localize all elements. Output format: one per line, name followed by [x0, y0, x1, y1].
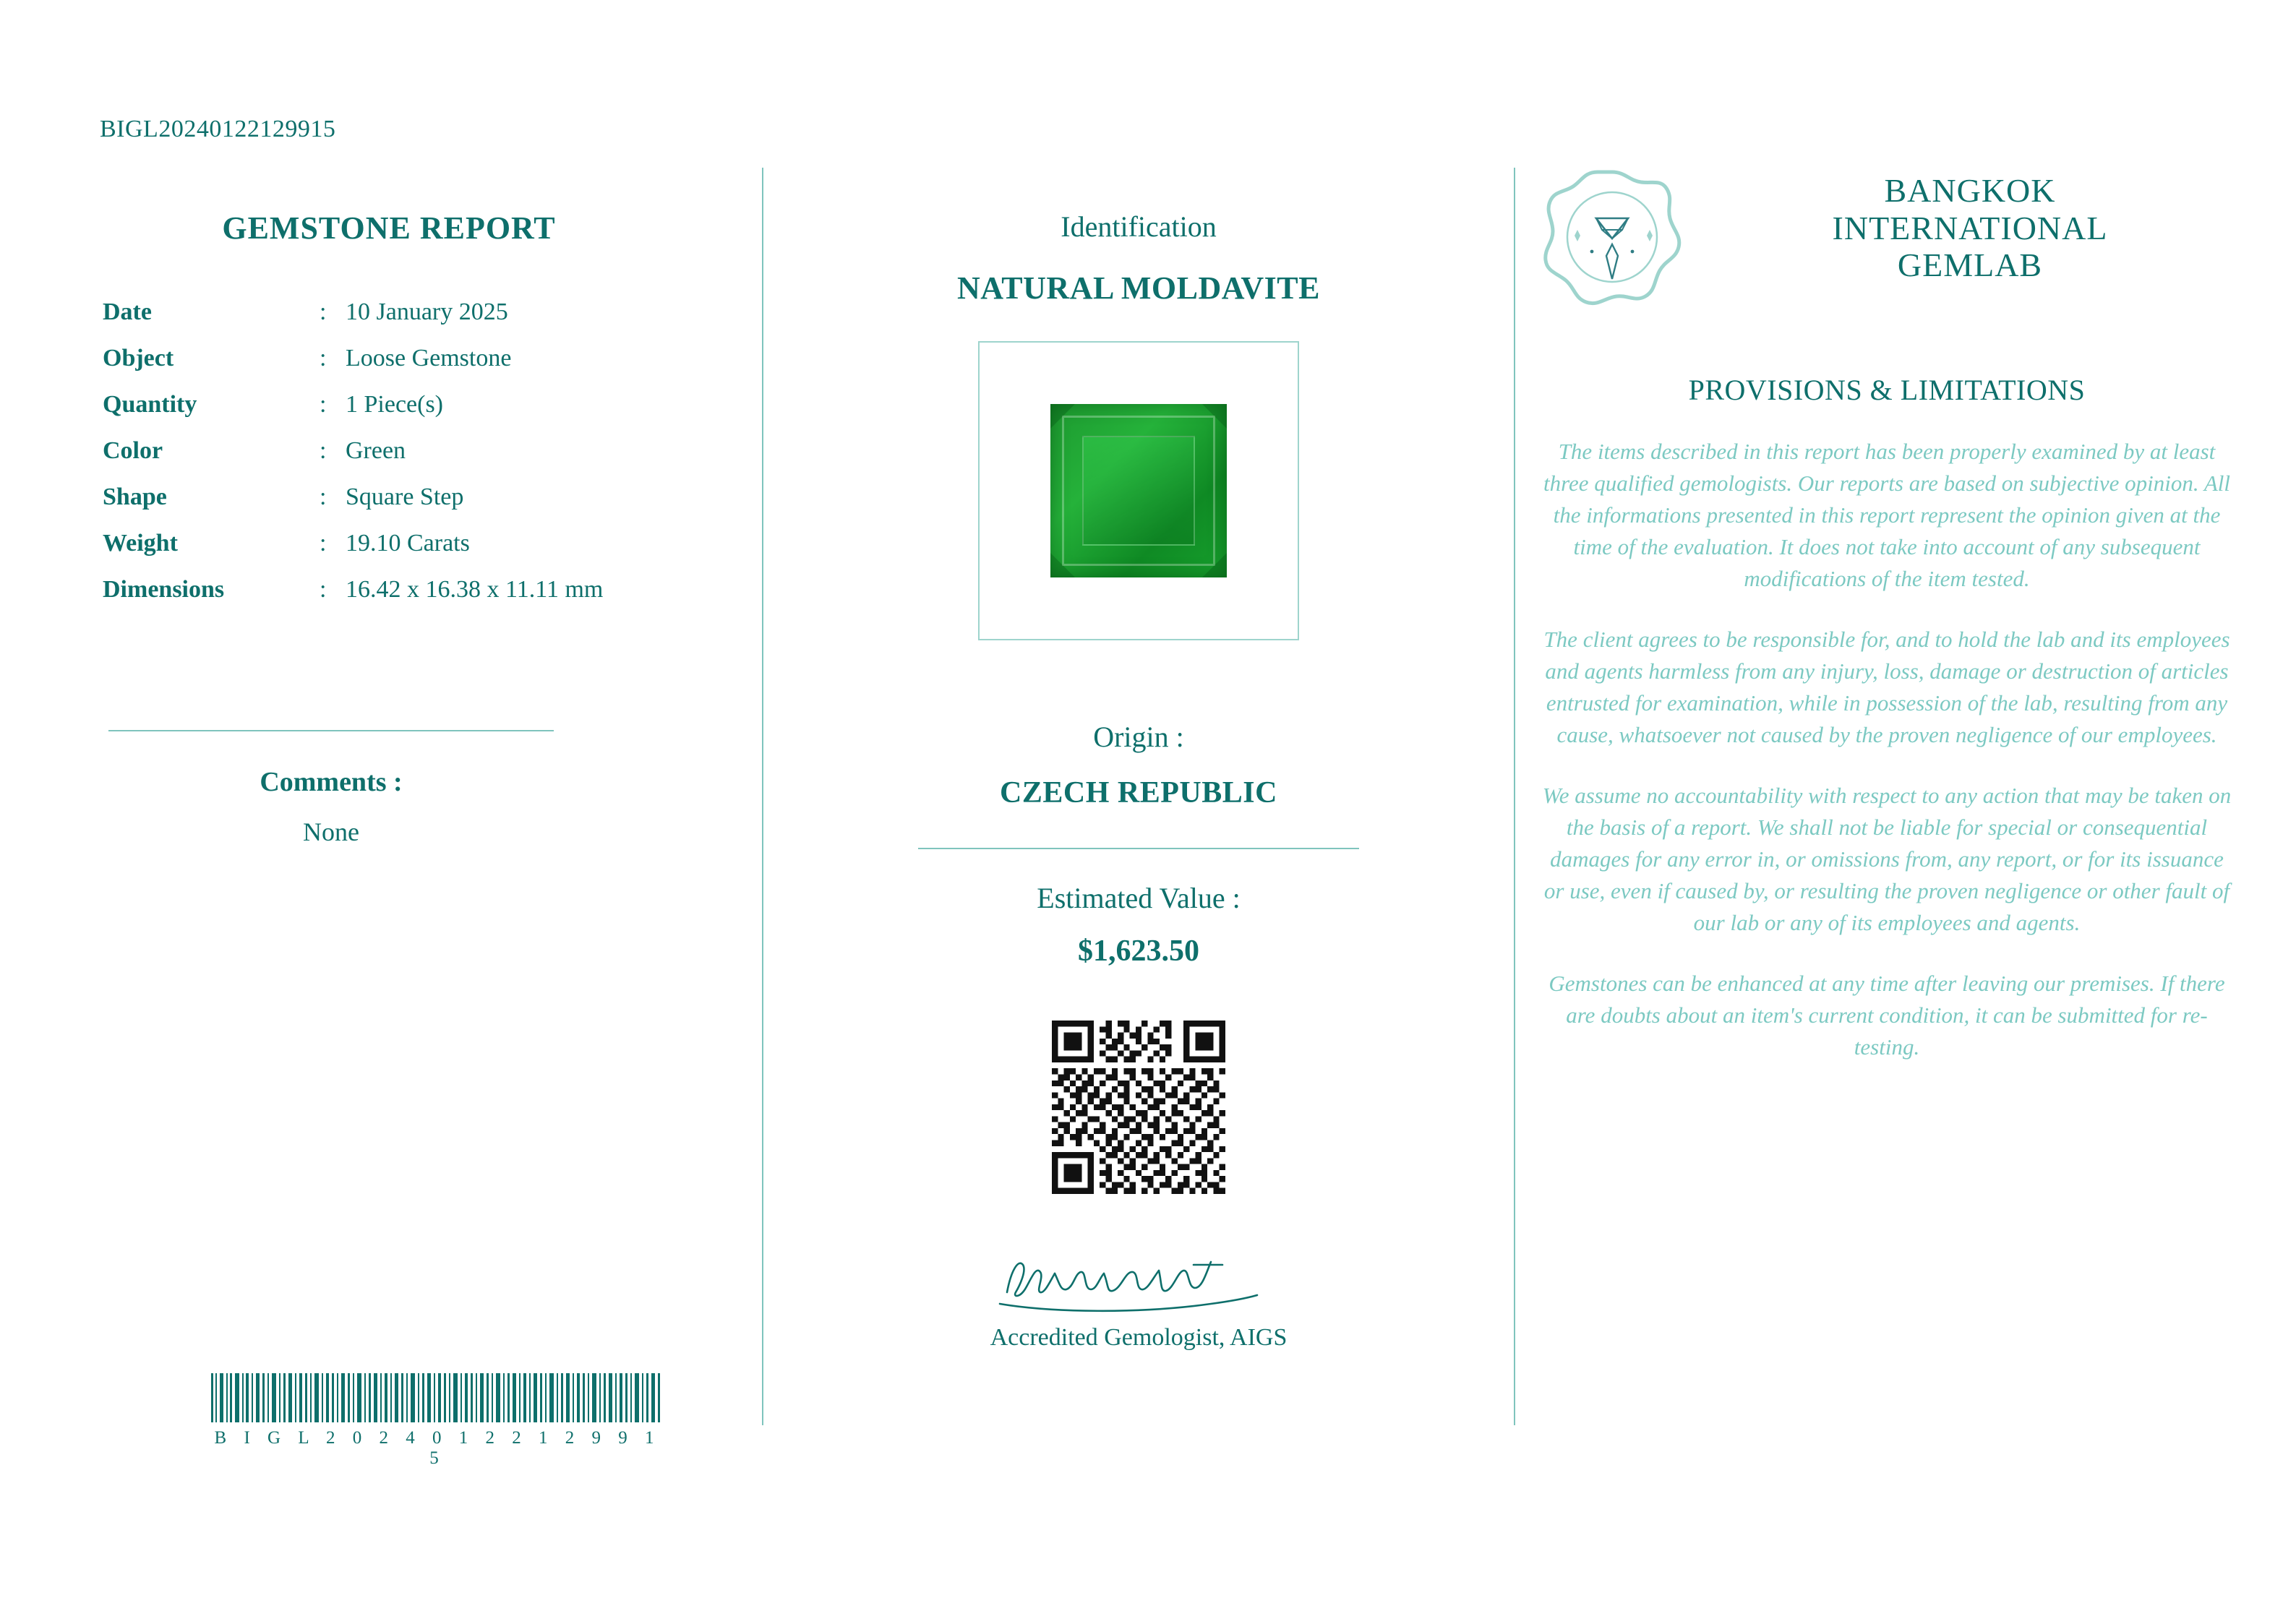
- table-row: [103, 530, 603, 576]
- center-column: [781, 210, 1496, 1352]
- provisions-title: PROVISIONS & LIMITATIONS: [1688, 374, 2086, 406]
- spec-value-quantity: 1 Piece(s): [346, 391, 444, 418]
- spec-colon: :: [320, 530, 327, 557]
- page-title: GEMSTONE REPORT: [222, 210, 556, 246]
- estimated-value-amount: $1,623.50: [1078, 935, 1199, 968]
- identification-value: NATURAL MOLDAVITE: [957, 270, 1320, 306]
- table-row: [103, 391, 603, 437]
- gemstone-image: [1050, 404, 1227, 577]
- provisions-paragraph: The client agrees to be responsible for, and to hold the lab and its employees and agents harmless from any injury, loss, damage or destruction of articles entrusted for examination, while in possession of the lab, resulting from any cause, whatsoever not caused by the proven negligence of our employees.: [1543, 627, 2230, 748]
- barcode-icon: [210, 1373, 661, 1422]
- provisions-paragraph: We assume no accountability with respect to any action that may be taken on the basis of a report. We shall not be liable for special or consequential damages for any error in, or omissions from, any report, or for its issuance or use, even if caused by, or resulting the proven negligence or other fault of our lab or any of its employees and agents.: [1542, 783, 2232, 936]
- provisions-paragraph: Gemstones can be enhanced at any time after leaving our premises. If there are doubts about an item's current condition, it can be submitted for re-testing.: [1548, 971, 2225, 1060]
- right-column: [1540, 166, 2234, 1063]
- spec-label-dimensions: Dimensions: [103, 576, 225, 603]
- table-row: [103, 484, 603, 530]
- table-row: [103, 576, 603, 622]
- brand-line-3: GEMLAB: [1897, 246, 2043, 284]
- spec-value-dimensions: 16.42 x 16.38 x 11.11 mm: [346, 576, 604, 603]
- spec-value-object: Loose Gemstone: [346, 345, 512, 371]
- spec-label-shape: Shape: [103, 484, 167, 510]
- origin-value: CZECH REPUBLIC: [1000, 776, 1277, 809]
- signature: [781, 1240, 1496, 1312]
- comments-section: [100, 766, 562, 847]
- qr-code-icon: [1052, 1021, 1225, 1194]
- spec-label-date: Date: [103, 298, 152, 325]
- spec-colon: :: [320, 576, 327, 603]
- spec-value-weight: 19.10 Carats: [346, 530, 470, 557]
- spec-colon: :: [320, 437, 327, 464]
- barcode: [210, 1373, 665, 1469]
- left-column: [100, 210, 721, 622]
- gemstone-specs-table: [103, 298, 603, 622]
- brand-header: [1540, 166, 2234, 311]
- brand-line-2: INTERNATIONAL: [1832, 209, 2108, 246]
- report-id: BIGL20240122129915: [100, 116, 336, 142]
- signature-icon: [994, 1240, 1283, 1320]
- origin-label: Origin :: [1093, 721, 1184, 753]
- column-divider-right: [1514, 168, 1515, 1425]
- comments-value: None: [303, 817, 359, 846]
- gemstone-image-frame: [978, 341, 1299, 640]
- gem-facet-inner: [1082, 436, 1195, 546]
- spec-colon: :: [320, 484, 327, 510]
- spec-value-shape: Square Step: [346, 484, 464, 510]
- column-divider-left: [762, 168, 763, 1425]
- spec-value-date: 10 January 2025: [346, 298, 508, 325]
- spec-colon: :: [320, 345, 327, 371]
- spec-value-color: Green: [346, 437, 406, 464]
- spec-label-quantity: Quantity: [103, 391, 197, 418]
- comments-title: Comments :: [260, 767, 403, 797]
- brand-title: [1706, 166, 2234, 284]
- qr-code[interactable]: [781, 1021, 1496, 1194]
- table-row: [103, 298, 603, 345]
- logo-svg: [1540, 166, 1684, 311]
- center-divider: [918, 848, 1359, 849]
- table-row: [103, 345, 603, 391]
- gemlab-logo-icon: [1540, 166, 1684, 311]
- provisions-paragraph: The items described in this report has been properly examined by at least three qualified gemologists. Our reports are based on subjective opinion. All the informations presented in this report represent the opinion given at the time of the evaluation. It does not take into account of any subsequent modifications of the item tested.: [1543, 439, 2230, 592]
- spec-label-color: Color: [103, 437, 163, 464]
- barcode-text: B I G L 2 0 2 4 0 1 2 2 1 2 9 9 1 5: [214, 1428, 661, 1468]
- table-row: [103, 437, 603, 484]
- comments-divider: [108, 730, 554, 731]
- estimated-value-label: Estimated Value :: [1037, 882, 1241, 914]
- spec-label-weight: Weight: [103, 530, 178, 557]
- spec-colon: :: [320, 298, 327, 325]
- brand-line-1: BANGKOK: [1884, 172, 2056, 209]
- spec-colon: :: [320, 391, 327, 418]
- spec-label-object: Object: [103, 345, 174, 371]
- signature-caption: Accredited Gemologist, AIGS: [990, 1324, 1288, 1351]
- identification-label: Identification: [1061, 210, 1217, 243]
